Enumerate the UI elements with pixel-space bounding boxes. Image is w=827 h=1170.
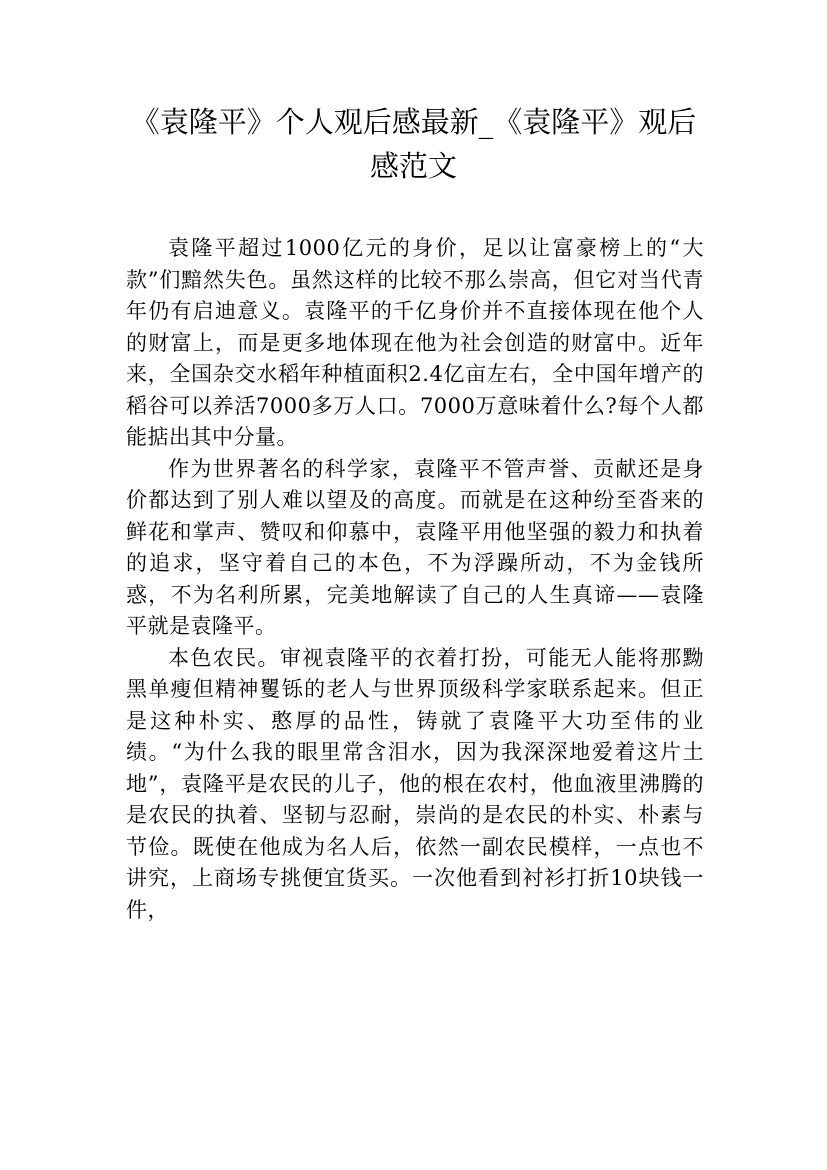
paragraph-2: 作为世界著名的科学家，袁隆平不管声誉、贡献还是身价都达到了别人难以望及的高度。而就是在这种纷至沓来的鲜花和掌声、赞叹和仰慕中，袁隆平用他坚强的毅力和执着的追求，坚守着自己的本色，不为浮躁所动，不为金钱所惑，不为名利所累，完美地解读了自己的人生真谛——袁隆平就是袁隆平。 (126, 456, 704, 638)
paragraph-1: 袁隆平超过1000亿元的身价，足以让富豪榜上的“大款”们黯然失色。虽然这样的比较不那么崇高，但它对当代青年仍有启迪意义。袁隆平的千亿身价并不直接体现在他个人的财富上，而是更多地体现在他为社会创造的财富中。近年来，全国杂交水稻年种植面积2.4亿亩左右，全中国年增产的稻谷可以养活7000多万人口。7000万意味着什么?每个人都能掂出其中分量。 (126, 236, 704, 449)
paragraph-3: 本色农民。审视袁隆平的衣着打扮，可能无人能将那黝黑单瘦但精神矍铄的老人与世界顶级科学家联系起来。但正是这种朴实、憨厚的品性，铸就了袁隆平大功至伟的业绩。“为什么我的眼里常含泪水，因为我深深地爱着这片土地”，袁隆平是农民的儿子，他的根在农村，他血液里沸腾的是农民的执着、坚韧与忍耐，崇尚的是农民的朴实、朴素与节俭。既使在他成为名人后，依然一副农民模样，一点也不讲究，上商场专挑便宜货买。一次他看到衬衫打折10块钱一件， (126, 645, 704, 922)
document-title: 《袁隆平》个人观后感最新_《袁隆平》观后感范文 (130, 105, 697, 183)
document-body (126, 233, 704, 926)
